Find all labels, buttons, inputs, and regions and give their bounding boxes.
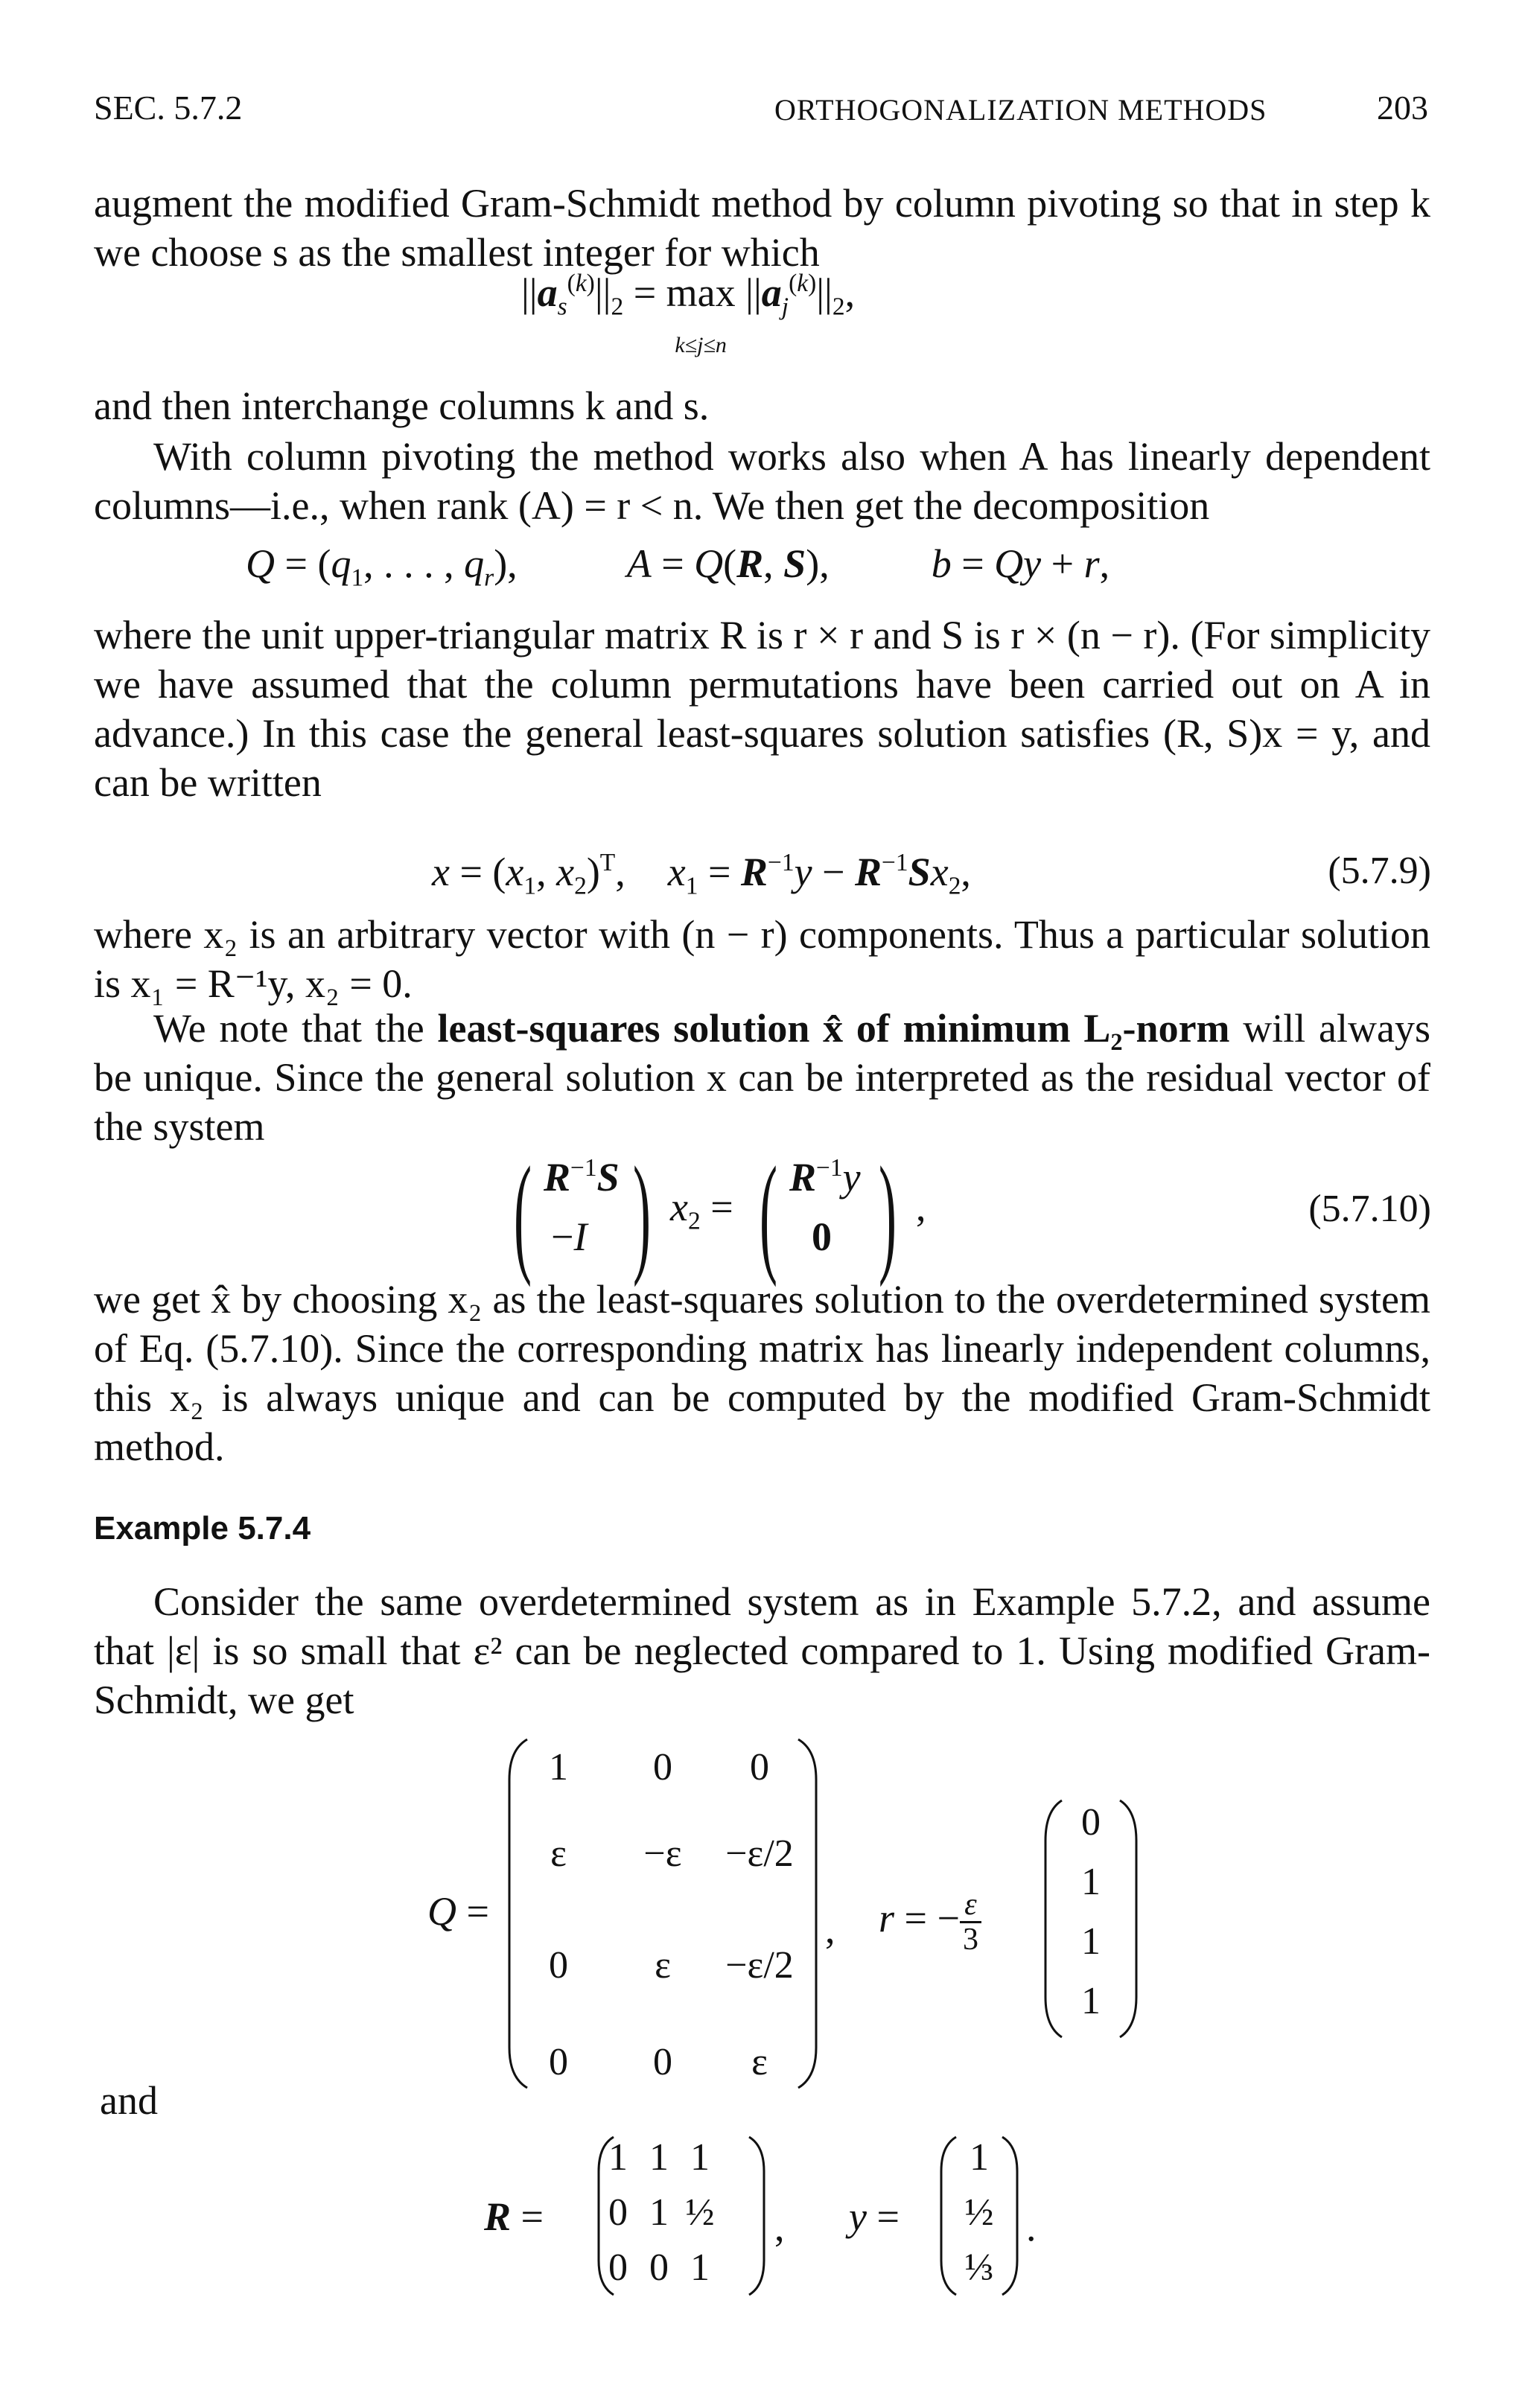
- matrix-q-label: Q =: [427, 1889, 489, 1934]
- paragraph-3: With column pivoting the method works also when A has linearly dependent columns—i.e., when rank (A) = r < n. We then get the decomposition: [94, 434, 1430, 528]
- q-cell-3-1: 0: [653, 2041, 672, 2083]
- r-cell-3: 1: [1081, 1980, 1101, 2022]
- equation-number-5-7-10: (5.7.10): [1308, 1188, 1431, 1230]
- comma-after-q: ,: [825, 1907, 835, 1952]
- matrix-r-label: R =: [484, 2194, 544, 2239]
- rm-cell-1-2: ½: [685, 2191, 715, 2234]
- q-cell-0-1: 0: [653, 1746, 672, 1789]
- paragraph-6-end: will always be unique. Since the general solution x can be interpreted as the residual vector of the system: [94, 1006, 1430, 1149]
- comma-after-r: ,: [774, 2205, 785, 2249]
- vector-r: [1042, 1796, 1139, 2042]
- q-cell-1-1: −ε: [643, 1832, 682, 1875]
- rm-cell-0-1: 1: [649, 2136, 669, 2179]
- q-cell-3-2: ε: [751, 2041, 768, 2083]
- page: SEC. 5.7.2 ORTHOGONALIZATION METHODS 203 augment the modified Gram-Schmidt method by column pivoting so that in step k we choose s as the smallest integer for which $||a_s^{(k)}||_2 = \max$ k≤j≤n $||a_j^{(k)}||_2$, and then interchange columns k and s. With column pivoting the method works also when A has linearly dependent columns—i.e., when rank (A) = r < n. We then get the decomposition $Q = (q_1$, . . . , $q_r$), A = Q(R, S), b = Qy + r, where the unit upper-triangular matrix R is r × r and S is r × (n − r). (For simplicity we have assumed that the column permutations have been carried out on A in advance.) In this case the general least-squares solution satisfies (R, S)x = y, and can be written $x = (x_1$, $x_2)^T$, $x_1 = R^{-1}y - R^{-1}Sx_2$, (5.7.9) where x₂ is an arbitrary vector with (n − r) components. Thus a particular solution is x₁ = R⁻¹y, x₂ = 0. We note that the least-squares solution x̂ of minimum L₂-norm will always be unique. Since the general solution x can be interpreted as the residual vector of the system ( $R^{-1}S$ −I ) $x_2$ = ( $R^{-1}y$ 0 ) , (5.7.10) we get x̂ by choosing x₂ as the least-squares solution to the overdetermined system of Eq. (5.7.10). Since the corresponding matrix has linearly independent columns, this x₂ is always unique and can be computed by the modified Gram-Schmidt method. Example 5.7.4 Consider the same overdetermined system as in Example 5.7.2, and assume that |ε| is so small that ε² can be neglected compared to 1. Using modified Gram-Schmidt, we get Q = 1 0 0 ε −ε −ε/2 0 ε −ε/2 0 0 ε , r = − $\frac{\varepsilon}{3}$ 0 1 1 1 and R = 1 1 1 0 1 ½ 0 0 1 , y = 1 ½ ⅓ .: [0, 0, 1525, 2408]
- rm-cell-1-0: 0: [608, 2191, 628, 2234]
- r-cell-2: 1: [1081, 1920, 1101, 1963]
- matrix-r: [596, 2134, 767, 2298]
- q-cell-0-0: 1: [549, 1746, 568, 1789]
- q-cell-2-2: −ε/2: [725, 1944, 794, 1987]
- paragraph-6-start: We note that the: [153, 1006, 438, 1051]
- paragraph-2: and then interchange columns k and s.: [94, 383, 710, 428]
- r-cell-1: 1: [1081, 1861, 1101, 1903]
- y-cell-1: ½: [964, 2191, 994, 2234]
- equation-5-7-9: $x = (x_1$, $x_2)^T$, $x_1 = R^{-1}y - R^{-1}Sx_2$,: [432, 848, 971, 900]
- q-cell-0-2: 0: [750, 1746, 769, 1789]
- rm-cell-2-0: 0: [608, 2246, 628, 2289]
- paragraph-1: augment the modified Gram-Schmidt method by column pivoting so that in step k we choose s as the smallest integer for which: [94, 181, 1430, 275]
- period-after-y: .: [1026, 2205, 1037, 2249]
- q-cell-2-1: ε: [655, 1944, 671, 1987]
- equation-pivot-norm: $||a_s^{(k)}||_2 = \max$ k≤j≤n $||a_j^{(k)}||_2$,: [521, 269, 856, 357]
- paragraph-7: we get x̂ by choosing x₂ as the least-squares solution to the overdetermined system of Eq. (5.7.10). Since the corresponding matrix has linearly independent columns, this x₂ is always unique and can be computed by the modified Gram-Schmidt method.: [94, 1277, 1430, 1469]
- equation-decomposition: $Q = (q_1$, . . . , $q_r$), A = Q(R, S), b = Qy + r,: [246, 541, 1110, 592]
- rm-cell-0-2: 1: [690, 2136, 710, 2179]
- matrix-q: [506, 1735, 819, 2092]
- r-cell-0: 0: [1081, 1801, 1101, 1844]
- running-title: ORTHOGONALIZATION METHODS: [774, 93, 1267, 127]
- y-cell-0: 1: [970, 2136, 989, 2179]
- paragraph-4: where the unit upper-triangular matrix R is r × r and S is r × (n − r). (For simplicity we have assumed that the column permutations have been carried out on A in advance.) In this case the general least-squares solution satisfies (R, S)x = y, and can be written: [94, 613, 1430, 805]
- rm-cell-0-0: 1: [608, 2136, 628, 2179]
- paragraph-6: [94, 1004, 1430, 1151]
- vector-y: [938, 2134, 1020, 2298]
- paragraph-5: where x₂ is an arbitrary vector with (n − r) components. Thus a particular solution is x₁ = R⁻¹y, x₂ = 0.: [94, 912, 1430, 1006]
- q-cell-1-0: ε: [550, 1832, 567, 1875]
- rm-cell-2-1: 0: [649, 2246, 669, 2289]
- q-cell-3-0: 0: [549, 2041, 568, 2083]
- q-cell-1-2: −ε/2: [725, 1832, 794, 1875]
- q-cell-2-0: 0: [549, 1944, 568, 1987]
- rm-cell-2-2: 1: [690, 2246, 710, 2289]
- section-label: SEC. 5.7.2: [94, 89, 243, 127]
- and-label: and: [100, 2078, 158, 2123]
- paragraph-8: Consider the same overdetermined system as in Example 5.7.2, and assume that |ε| is so small that ε² can be neglected compared to 1. Using modified Gram-Schmidt, we get: [94, 1579, 1430, 1722]
- paragraph-6-bold: least-squares solution x̂ of minimum L₂-norm: [437, 1006, 1230, 1051]
- example-heading: Example 5.7.4: [94, 1510, 311, 1547]
- rm-cell-1-1: 1: [649, 2191, 669, 2234]
- vector-y-label: y =: [849, 2194, 900, 2239]
- page-number: 203: [1377, 89, 1428, 127]
- vector-r-label: r = − $\frac{\varepsilon}{3}$: [879, 1888, 981, 1956]
- frac-eps-over-3: $\frac{\varepsilon}{3}$: [960, 1888, 981, 1956]
- equation-number-5-7-9: (5.7.9): [1328, 850, 1431, 892]
- y-cell-2: ⅓: [964, 2246, 994, 2289]
